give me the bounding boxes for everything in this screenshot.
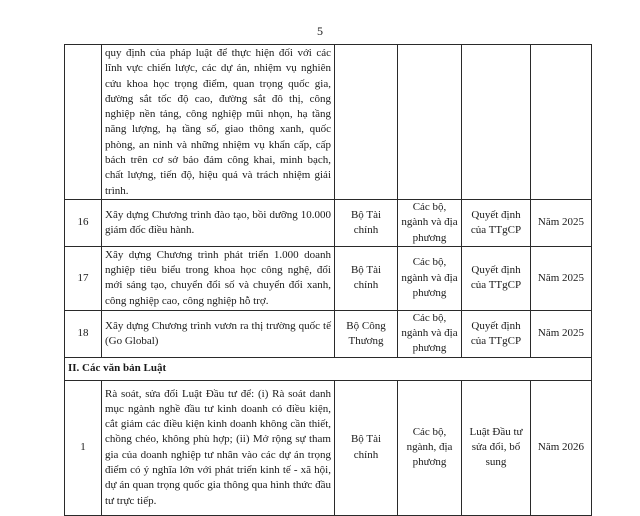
product-cell [462, 45, 531, 200]
lead-agency-cell: Bộ Tài chính [335, 246, 398, 310]
task-cell: Xây dựng Chương trình phát triển 1.000 doanh nghiệp tiêu biểu trong khoa học công nghệ, đổi mới sáng tạo, chuyển đổi số và chuyển đổi xanh, công nghiệp cao, công nghiệp hỗ trợ. [102, 246, 335, 310]
product-cell: Quyết định của TTgCP [462, 199, 531, 246]
deadline-cell: Năm 2025 [531, 310, 592, 357]
row-number-cell: 16 [65, 199, 102, 246]
row-number-cell: 1 [65, 380, 102, 515]
lead-agency-cell [335, 45, 398, 200]
coordination-cell [398, 45, 462, 200]
product-cell: Luật Đầu tư sửa đổi, bổ sung [462, 380, 531, 515]
deadline-cell: Năm 2026 [531, 380, 592, 515]
table-row [65, 310, 592, 357]
row-number-cell: 17 [65, 246, 102, 310]
lead-agency-cell: Bộ Tài chính [335, 199, 398, 246]
coordination-cell: Các bộ, ngành và địa phương [398, 199, 462, 246]
table-row [65, 380, 592, 515]
row-number-cell [65, 45, 102, 200]
section-heading: II. Các văn bản Luật [65, 357, 592, 380]
section-heading-row [65, 357, 592, 380]
row-number-cell: 18 [65, 310, 102, 357]
table-row-continued [65, 45, 592, 200]
task-table [64, 44, 592, 516]
coordination-cell: Các bộ, ngành và địa phương [398, 310, 462, 357]
deadline-cell: Năm 2025 [531, 246, 592, 310]
table-row [65, 246, 592, 310]
lead-agency-cell: Bộ Công Thương [335, 310, 398, 357]
task-cell: Xây dựng Chương trình vươn ra thị trường quốc tế (Go Global) [102, 310, 335, 357]
table-row [65, 199, 592, 246]
deadline-cell [531, 45, 592, 200]
task-cell: Xây dựng Chương trình đào tạo, bồi dưỡng 10.000 giám đốc điều hành. [102, 199, 335, 246]
coordination-cell: Các bộ, ngành và địa phương [398, 246, 462, 310]
product-cell: Quyết định của TTgCP [462, 246, 531, 310]
deadline-cell: Năm 2025 [531, 199, 592, 246]
page-number: 5 [317, 24, 323, 38]
coordination-cell: Các bộ, ngành, địa phương [398, 380, 462, 515]
task-cell: quy định của pháp luật để thực hiện đối với các lĩnh vực chiến lược, các dự án, nhiệm vụ nghiên cứu khoa học trọng điểm, quan trọng quốc gia, đường sắt tốc độ cao, đường sắt đô thị, công nghiệp nền tảng, công nghiệp mũi nhọn, hạ tầng năng lượng, hạ tầng số, giao thông xanh, quốc phòng, an ninh và những nhiệm vụ khẩn cấp, cấp bách trên cơ sở bảo đảm công khai, minh bạch, chất lượng, tiến độ, hiệu quả và trách nhiệm giải trình. [102, 45, 335, 200]
task-cell: Rà soát, sửa đổi Luật Đầu tư để: (i) Rà soát danh mục ngành nghề đầu tư kinh doanh có điều kiện, cắt giảm các điều kiện kinh doanh không cần thiết, chồng chéo, không phù hợp; (ii) Mở rộng sự tham gia của doanh nghiệp tư nhân vào các dự án trọng điểm có ý nghĩa lớn với phát triển kinh tế - xã hội, dự án quan trọng quốc gia thông qua hình thức đầu tư trực tiếp. [102, 380, 335, 515]
lead-agency-cell: Bộ Tài chính [335, 380, 398, 515]
product-cell: Quyết định của TTgCP [462, 310, 531, 357]
